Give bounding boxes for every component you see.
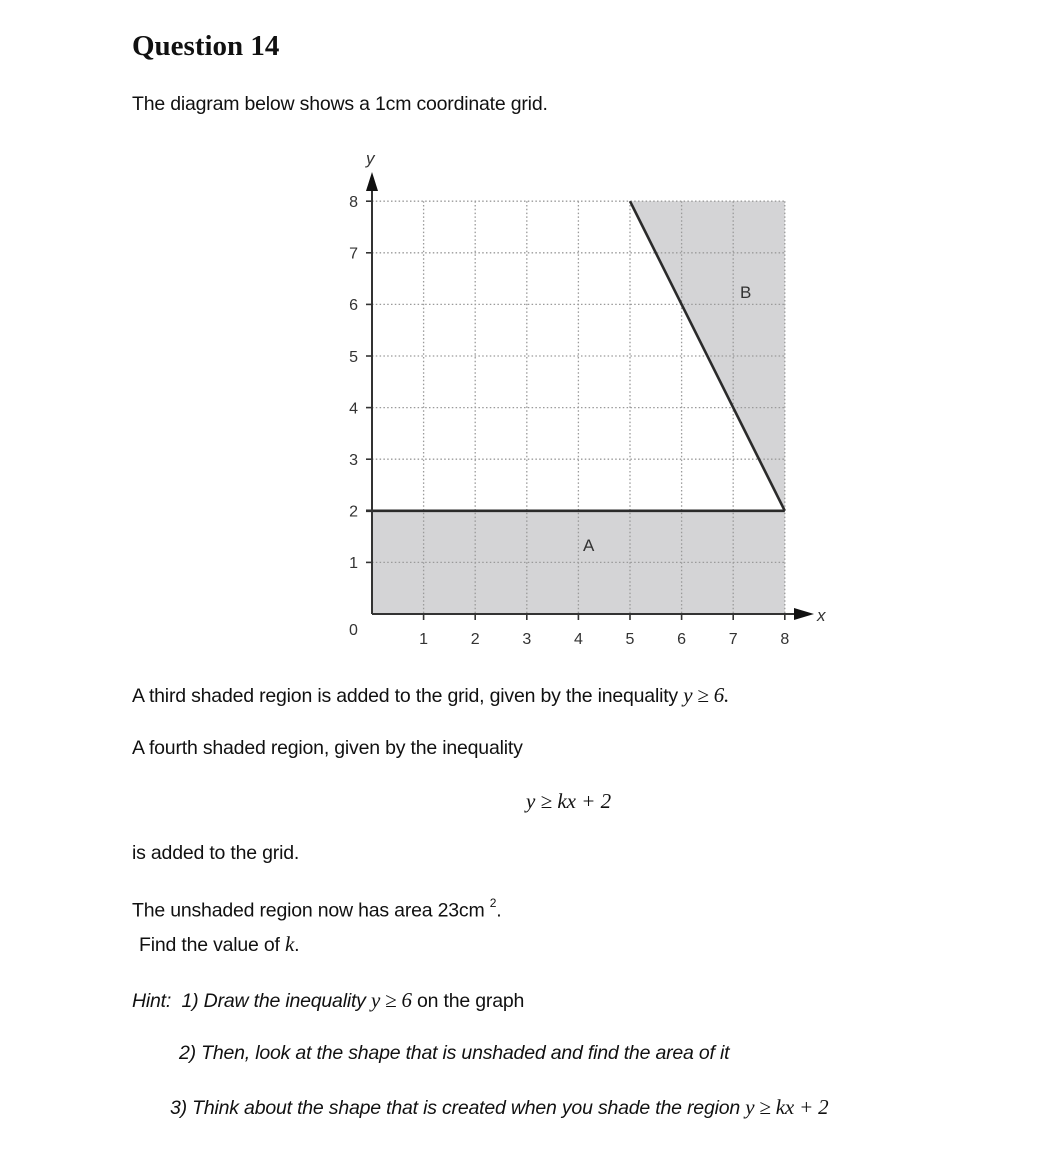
- svg-text:3: 3: [522, 631, 532, 648]
- svg-text:6: 6: [677, 631, 687, 648]
- origin-label: 0: [349, 622, 358, 639]
- svg-text:8: 8: [780, 631, 790, 648]
- fourth-region-inequality: y ≥ kx + 2: [526, 789, 612, 813]
- hint-1: Hint: 1) Draw the inequality y ≥ 6 on the graph: [132, 988, 525, 1012]
- y-axis-label: y: [366, 149, 375, 168]
- svg-text:1: 1: [419, 631, 429, 648]
- svg-text:4: 4: [349, 400, 358, 418]
- svg-text:2: 2: [470, 631, 480, 648]
- svg-text:5: 5: [349, 349, 358, 366]
- hint-3: 3) Think about the shape that is created when you shade the region y ≥ kx + 2: [170, 1095, 829, 1119]
- question-title: Question 14: [132, 30, 280, 62]
- svg-text:2: 2: [349, 503, 358, 521]
- svg-text:8: 8: [349, 194, 358, 211]
- svg-text:5: 5: [625, 631, 635, 648]
- area-text: The unshaded region now has area 23cm $^2$.: [132, 896, 502, 922]
- y-tick-labels: [349, 194, 358, 572]
- region-a-label: A: [583, 536, 595, 555]
- region-b-label: B: [740, 283, 752, 302]
- fourth-region-text: A fourth shaded region, given by the inequality: [132, 737, 523, 759]
- y-axis-arrow-icon: [366, 172, 378, 191]
- third-region-text: A third shaded region is added to the grid, given by the inequality y ≥ 6.: [132, 683, 730, 707]
- svg-text:4: 4: [573, 631, 583, 648]
- svg-text:7: 7: [349, 245, 358, 263]
- svg-text:3: 3: [349, 452, 358, 469]
- find-text: Find the value of k.: [139, 932, 300, 956]
- third-region-inequality: y ≥ 6.: [683, 683, 730, 707]
- svg-text:7: 7: [728, 631, 738, 648]
- x-axis-arrow-icon: [794, 608, 814, 620]
- added-text: is added to the grid.: [132, 842, 300, 864]
- x-axis-label: x: [817, 606, 826, 625]
- svg-text:6: 6: [349, 297, 358, 314]
- x-tick-labels: [419, 631, 789, 648]
- hint-2: 2) Then, look at the shape that is unshaded and find the area of it: [179, 1042, 730, 1064]
- svg-text:1: 1: [349, 555, 358, 572]
- intro-text: The diagram below shows a 1cm coordinate grid.: [132, 93, 548, 115]
